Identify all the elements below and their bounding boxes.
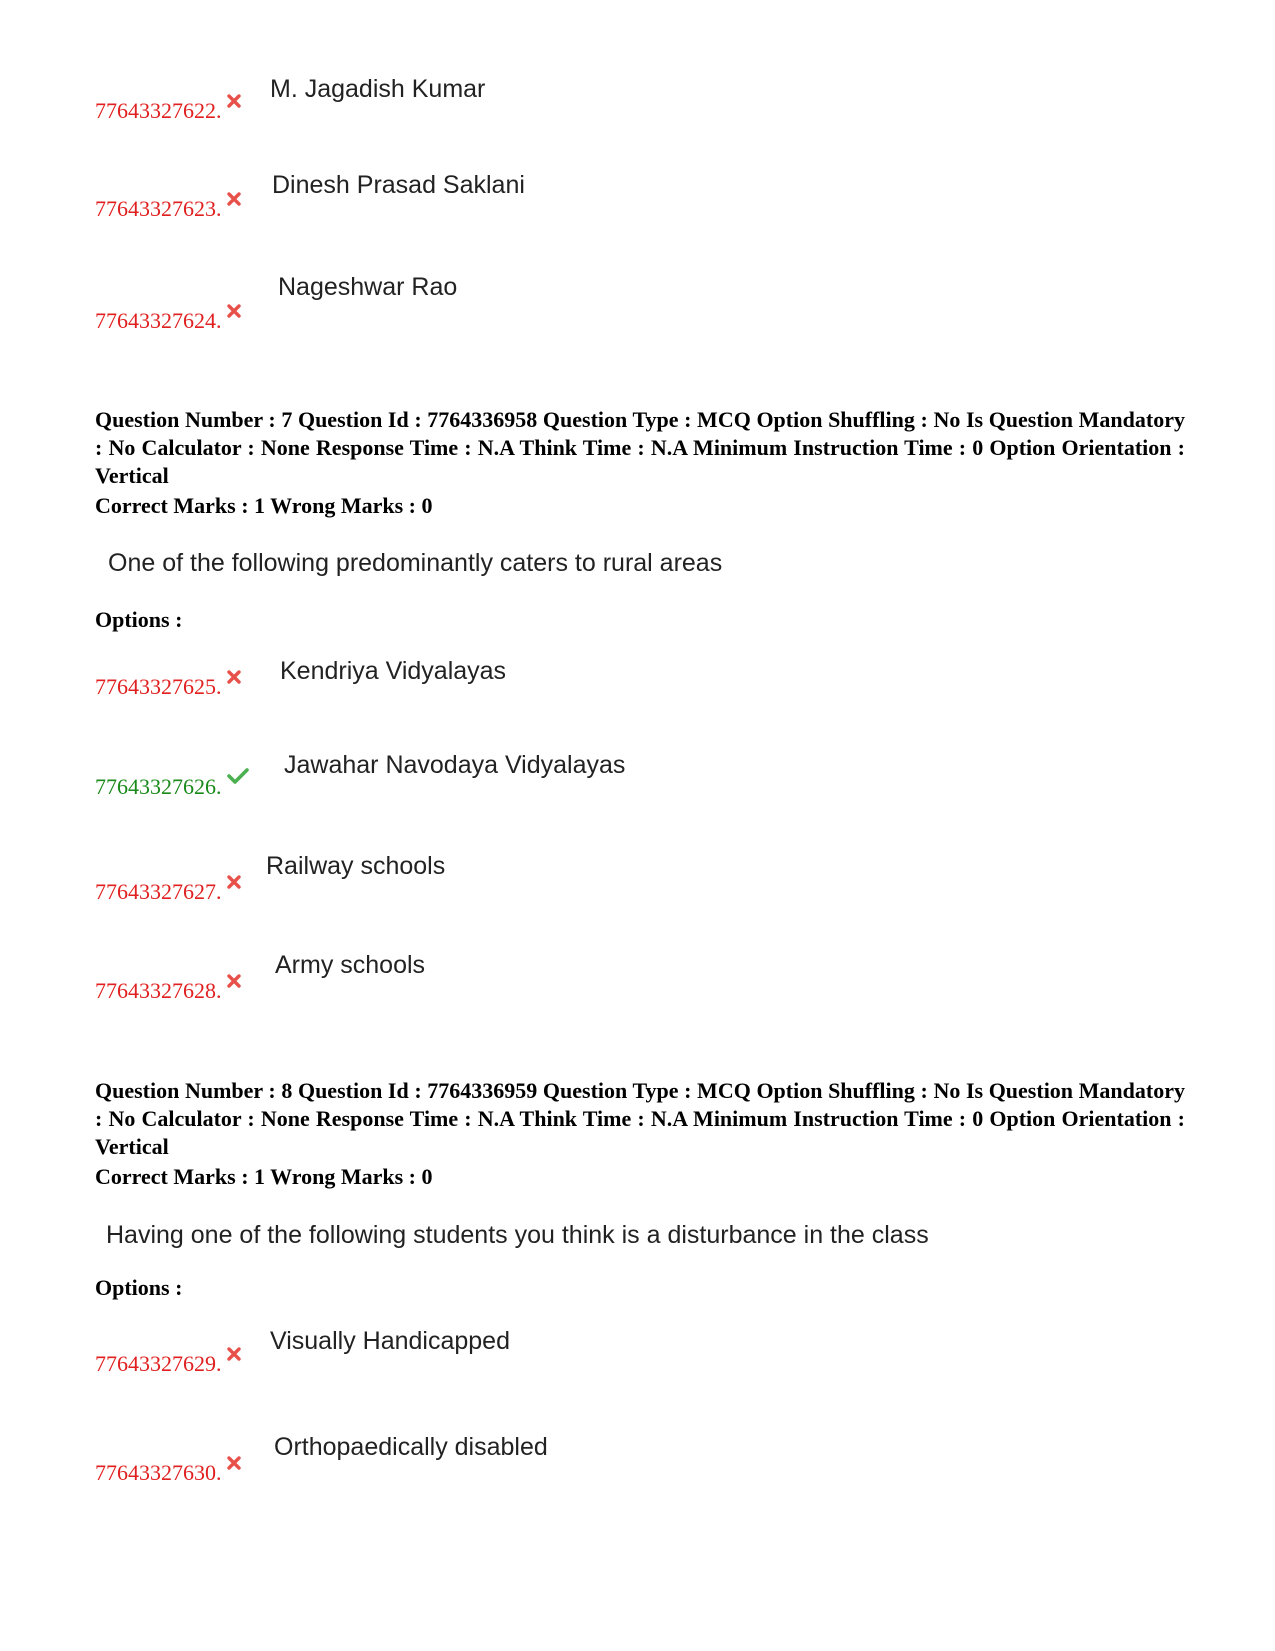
option-text: Jawahar Navodaya Vidyalayas <box>284 751 626 779</box>
question-text: Having one of the following students you think is a disturbance in the class <box>106 1221 929 1249</box>
option-number: 77643327627. <box>95 879 222 904</box>
option-id <box>95 674 241 700</box>
option-id <box>95 774 249 800</box>
cross-icon <box>227 1450 241 1476</box>
option-text: M. Jagadish Kumar <box>270 75 486 103</box>
option-number: 77643327626. <box>95 774 222 799</box>
option-text: Railway schools <box>266 852 446 880</box>
option-text: Kendriya Vidyalayas <box>280 657 507 685</box>
question-meta: Question Number : 7 Question Id : 7764336958 Question Type : MCQ Option Shuffling : No Is Question Mandatory : No Calculator : None Response Time : N.A Think Time : N.A Minimum Instruction Time : 0 Option Orientation : Vertical <box>95 407 1185 488</box>
question-meta: Question Number : 8 Question Id : 7764336959 Question Type : MCQ Option Shuffling : No Is Question Mandatory : No Calculator : None Response Time : N.A Think Time : N.A Minimum Instruction Time : 0 Option Orientation : Vertical <box>95 1078 1185 1159</box>
option-id <box>95 196 241 222</box>
cross-icon <box>227 186 241 212</box>
options-label: Options : <box>95 1275 183 1300</box>
option-number: 77643327629. <box>95 1351 222 1376</box>
question-marks: Correct Marks : 1 Wrong Marks : 0 <box>95 1164 433 1189</box>
cross-icon <box>227 664 241 690</box>
option-number: 77643327630. <box>95 1460 222 1485</box>
option-number: 77643327624. <box>95 308 222 333</box>
cross-icon <box>227 968 241 994</box>
cross-icon <box>227 298 241 324</box>
cross-icon <box>227 1341 241 1367</box>
question-text: One of the following predominantly caters to rural areas <box>108 549 723 577</box>
question-marks: Correct Marks : 1 Wrong Marks : 0 <box>95 493 433 518</box>
cross-icon <box>227 869 241 895</box>
option-text: Orthopaedically disabled <box>274 1433 548 1461</box>
option-number: 77643327625. <box>95 674 222 699</box>
option-text: Dinesh Prasad Saklani <box>272 171 525 199</box>
option-text: Nageshwar Rao <box>278 273 458 301</box>
cross-icon <box>227 88 241 114</box>
option-id <box>95 1351 241 1377</box>
option-text: Visually Handicapped <box>270 1327 510 1355</box>
option-id <box>95 1460 241 1486</box>
options-label: Options : <box>95 607 183 632</box>
option-number: 77643327623. <box>95 196 222 221</box>
option-id <box>95 978 241 1004</box>
option-number: 77643327622. <box>95 98 222 123</box>
check-icon <box>227 764 249 790</box>
option-id <box>95 308 241 334</box>
option-id <box>95 879 241 905</box>
option-number: 77643327628. <box>95 978 222 1003</box>
option-id <box>95 98 241 124</box>
option-text: Army schools <box>275 951 426 979</box>
